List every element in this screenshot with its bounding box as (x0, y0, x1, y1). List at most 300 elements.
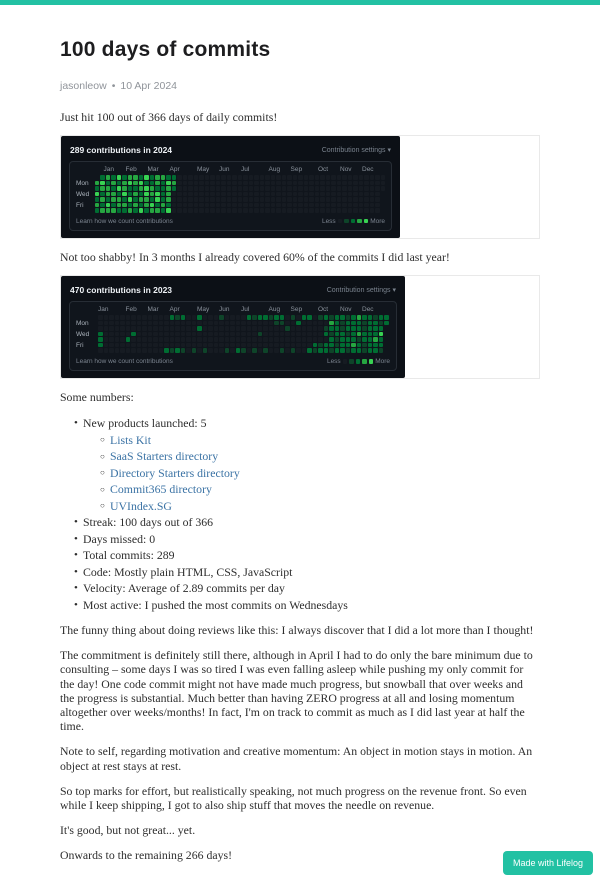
contribution-cell (214, 348, 219, 353)
contribution-cell (144, 186, 149, 191)
contribution-cell (208, 315, 213, 320)
contribution-cell (203, 348, 208, 353)
contribution-cell (95, 192, 100, 197)
contribution-cell (199, 203, 204, 208)
contribution-cell (100, 203, 105, 208)
list-item (74, 548, 540, 562)
contribution-cell (362, 337, 367, 342)
contribution-cell (274, 332, 279, 337)
contribution-cell (122, 203, 127, 208)
list-item (74, 581, 540, 595)
contribution-cell (315, 181, 320, 186)
contribution-cell (285, 348, 290, 353)
contribution-cell (247, 332, 252, 337)
contribution-cell (335, 348, 340, 353)
contribution-cell (342, 186, 347, 191)
contribution-cell (128, 197, 133, 202)
contribution-cell (258, 332, 263, 337)
contribution-cell (232, 186, 237, 191)
contribution-cell (144, 175, 149, 180)
contribution-cell (142, 321, 147, 326)
contribution-cell (351, 332, 356, 337)
contribution-cell (181, 332, 186, 337)
contribution-cell (285, 332, 290, 337)
contribution-cell (315, 186, 320, 191)
contribution-cell (126, 315, 131, 320)
contribution-cell (243, 181, 248, 186)
contribution-cell (326, 181, 331, 186)
contribution-cell (335, 326, 340, 331)
contribution-cell (302, 343, 307, 348)
contribution-cell (271, 192, 276, 197)
contribution-cell (285, 337, 290, 342)
contribution-cell (95, 181, 100, 186)
contribution-cell (373, 315, 378, 320)
contribution-cell (120, 332, 125, 337)
contribution-cell (117, 192, 122, 197)
contribution-cell (280, 348, 285, 353)
contribution-cell (172, 192, 177, 197)
contribution-cell (342, 181, 347, 186)
contribution-cell (373, 326, 378, 331)
contribution-cell (280, 315, 285, 320)
contribution-legend (322, 218, 385, 225)
month-label: Mar (147, 166, 159, 174)
contribution-cell (117, 208, 122, 213)
contribution-cell (139, 197, 144, 202)
contribution-cell (186, 343, 191, 348)
contribution-cell (115, 348, 120, 353)
contribution-cell (276, 186, 281, 191)
contribution-cell (348, 181, 353, 186)
contribution-cell (161, 175, 166, 180)
contribution-cell (144, 208, 149, 213)
contribution-cell (150, 192, 155, 197)
contribution-cell (243, 175, 248, 180)
contribution-cell (126, 348, 131, 353)
contribution-cell (304, 181, 309, 186)
contribution-cell (260, 175, 265, 180)
contribution-cell (153, 321, 158, 326)
contribution-cell (280, 326, 285, 331)
contribution-cell (128, 192, 133, 197)
contribution-cell (337, 208, 342, 213)
contribution-cell (318, 343, 323, 348)
month-label: Apr (169, 166, 180, 174)
contribution-cell (381, 181, 386, 186)
contribution-cell (122, 208, 127, 213)
contribution-cell (208, 326, 213, 331)
contribution-cell (199, 181, 204, 186)
contribution-cell (254, 197, 259, 202)
contribution-cell (287, 203, 292, 208)
contribution-cell (186, 315, 191, 320)
contribution-cell (122, 186, 127, 191)
contribution-cell (313, 326, 318, 331)
month-label: Nov (340, 306, 352, 314)
day-label: Fri (76, 341, 84, 349)
contribution-cell (177, 197, 182, 202)
byline-separator: • (111, 80, 116, 92)
contribution-cell (117, 197, 122, 202)
contribution-cell (203, 332, 208, 337)
contribution-cell (183, 208, 188, 213)
contribution-cell (155, 203, 160, 208)
list-item (74, 565, 540, 579)
contribution-settings-button[interactable]: Contribution settings ▾ (326, 287, 396, 295)
some-numbers-heading: Some numbers: (60, 390, 134, 405)
cells-grid (98, 315, 389, 353)
contribution-cell (287, 175, 292, 180)
contribution-cell (139, 192, 144, 197)
contribution-cell (254, 186, 259, 191)
contribution-cell (236, 343, 241, 348)
contribution-cell (258, 315, 263, 320)
contribution-cell (205, 186, 210, 191)
product-link-commit365[interactable]: Commit365 directory (110, 482, 212, 497)
contribution-cell (276, 203, 281, 208)
contribution-cell (351, 337, 356, 342)
contribution-cell (375, 192, 380, 197)
contribution-cell (238, 203, 243, 208)
month-label: Aug (268, 306, 281, 314)
contribution-cell (188, 175, 193, 180)
contribution-cell (375, 208, 380, 213)
contribution-cell (309, 197, 314, 202)
contribution-cell (115, 337, 120, 342)
contribution-cell (247, 321, 252, 326)
contribution-cell (159, 332, 164, 337)
contribution-cell (210, 203, 215, 208)
learn-how-link[interactable]: Learn how we count contributions (76, 217, 173, 225)
contribution-cell (170, 315, 175, 320)
product-link-lists-kit[interactable]: Lists Kit (110, 432, 151, 447)
contribution-settings-button[interactable]: Contribution settings ▾ (321, 147, 391, 155)
contribution-cell (126, 326, 131, 331)
contribution-cell (379, 326, 384, 331)
contribution-cell (265, 197, 270, 202)
contribution-cell (216, 197, 221, 202)
contribution-cell (153, 332, 158, 337)
contribution-cell (104, 321, 109, 326)
contribution-cell (296, 337, 301, 342)
contribution-cell (331, 192, 336, 197)
contribution-cell (337, 197, 342, 202)
contribution-cell (100, 175, 105, 180)
contribution-cell (280, 321, 285, 326)
contribution-cell (128, 203, 133, 208)
contribution-cell (320, 175, 325, 180)
contribution-cell (205, 192, 210, 197)
contribution-cell (230, 332, 235, 337)
contribution-cell (120, 337, 125, 342)
month-labels (98, 306, 390, 315)
contribution-cell (247, 343, 252, 348)
contribution-cell (271, 197, 276, 202)
contribution-cell (197, 315, 202, 320)
product-link-saas-starters[interactable]: SaaS Starters directory (110, 449, 219, 464)
contribution-cell (221, 203, 226, 208)
contribution-cell (364, 186, 369, 191)
contribution-cell (216, 186, 221, 191)
byline-author: jasonleow (60, 80, 107, 92)
contribution-cell (192, 321, 197, 326)
contribution-cell (370, 175, 375, 180)
contribution-cell (133, 192, 138, 197)
contribution-cell (276, 208, 281, 213)
contribution-cell (335, 337, 340, 342)
contribution-cell (150, 181, 155, 186)
contribution-cell (131, 337, 136, 342)
made-with-lifelog-button[interactable]: Made with Lifelog (503, 851, 593, 875)
contribution-cell (291, 326, 296, 331)
contribution-cell (331, 197, 336, 202)
contribution-cell (313, 348, 318, 353)
contribution-cell (276, 192, 281, 197)
contribution-cell (148, 348, 153, 353)
contribution-cell (296, 348, 301, 353)
contribution-cell (111, 197, 116, 202)
graph-title-2023: 470 contributions in 2023 (70, 285, 173, 296)
contribution-cell (188, 192, 193, 197)
contribution-cell (98, 343, 103, 348)
contribution-cell (109, 348, 114, 353)
contribution-graph-2023 (60, 275, 540, 379)
contribution-cell (258, 343, 263, 348)
contribution-cell (117, 181, 122, 186)
contribution-cell (243, 186, 248, 191)
contribution-cell (186, 337, 191, 342)
contribution-cell (219, 321, 224, 326)
contribution-cell (340, 321, 345, 326)
contribution-cell (269, 332, 274, 337)
contribution-cell (175, 315, 180, 320)
contribution-cell (265, 208, 270, 213)
contribution-cell (276, 197, 281, 202)
contribution-cell (225, 343, 230, 348)
contribution-cell (357, 337, 362, 342)
contribution-cell (137, 315, 142, 320)
contribution-cell (331, 208, 336, 213)
contribution-cell (260, 192, 265, 197)
contribution-cell (353, 175, 358, 180)
contribution-cell (208, 321, 213, 326)
contribution-cell (199, 192, 204, 197)
contribution-cell (243, 208, 248, 213)
contribution-cell (337, 175, 342, 180)
contribution-cell (115, 332, 120, 337)
contribution-cell (181, 315, 186, 320)
byline (60, 80, 540, 92)
list-item (100, 499, 540, 513)
contribution-cell (164, 343, 169, 348)
contribution-cell (331, 186, 336, 191)
contribution-cell (318, 321, 323, 326)
contribution-cell (252, 321, 257, 326)
contribution-cell (359, 203, 364, 208)
paragraph: So top marks for effort, but realistically speaking, not much progress on the revenue front. So even while I keep shipping, I got to also ship stuff that moves the needle on revenue. (60, 783, 527, 813)
contribution-cell (373, 337, 378, 342)
product-link-directory-starters[interactable]: Directory Starters directory (110, 465, 240, 480)
contribution-cell (106, 203, 111, 208)
contribution-cell (304, 175, 309, 180)
contribution-cell (337, 181, 342, 186)
contribution-cell (342, 192, 347, 197)
contribution-cell (148, 326, 153, 331)
contribution-cell (309, 192, 314, 197)
contribution-cell (252, 326, 257, 331)
contribution-cell (232, 208, 237, 213)
contribution-cell (172, 208, 177, 213)
contribution-cell (219, 343, 224, 348)
contribution-cell (326, 197, 331, 202)
contribution-cell (236, 315, 241, 320)
contribution-cell (243, 192, 248, 197)
contribution-cell (192, 326, 197, 331)
contribution-cell (271, 175, 276, 180)
contribution-cell (307, 337, 312, 342)
contribution-cell (106, 208, 111, 213)
contribution-cell (260, 181, 265, 186)
legend-swatch (344, 219, 349, 224)
contribution-cell (291, 332, 296, 337)
contribution-cell (265, 181, 270, 186)
contribution-cell (346, 337, 351, 342)
product-link-uvindex[interactable]: UVIndex.SG (110, 498, 172, 513)
contribution-cell (126, 321, 131, 326)
contribution-cell (115, 315, 120, 320)
contribution-cell (177, 175, 182, 180)
contribution-cell (208, 343, 213, 348)
contribution-cell (265, 186, 270, 191)
contribution-cell (280, 343, 285, 348)
contribution-cell (241, 321, 246, 326)
contribution-cell (351, 343, 356, 348)
legend-swatches (343, 359, 374, 364)
contribution-cell (100, 181, 105, 186)
contribution-cell (309, 175, 314, 180)
contribution-cell (159, 348, 164, 353)
contribution-cell (304, 208, 309, 213)
contribution-cell (192, 337, 197, 342)
month-label: Dec (362, 306, 374, 314)
contribution-cell (241, 332, 246, 337)
contribution-cell (192, 348, 197, 353)
contribution-cell (194, 175, 199, 180)
contribution-cell (291, 348, 296, 353)
contribution-cell (346, 343, 351, 348)
contribution-cell (291, 337, 296, 342)
contribution-cell (364, 192, 369, 197)
contribution-cell (188, 186, 193, 191)
contribution-cell (370, 186, 375, 191)
contribution-cell (126, 343, 131, 348)
contribution-cell (161, 192, 166, 197)
contribution-cell (329, 326, 334, 331)
contribution-cell (221, 192, 226, 197)
contribution-cell (274, 315, 279, 320)
contribution-cell (175, 343, 180, 348)
contribution-cell (313, 321, 318, 326)
contribution-cell (232, 197, 237, 202)
contribution-cell (153, 343, 158, 348)
contribution-cell (368, 337, 373, 342)
contribution-cell (304, 197, 309, 202)
contribution-cell (357, 315, 362, 320)
contribution-cell (188, 208, 193, 213)
contribution-cell (186, 321, 191, 326)
contribution-cell (375, 203, 380, 208)
between-graphs-paragraph: Not too shabby! In 3 months I already covered 60% of the commits I did last year! (60, 250, 450, 265)
contribution-cell (263, 348, 268, 353)
contribution-cell (203, 337, 208, 342)
contribution-cell (161, 197, 166, 202)
graph-title-2024: 289 contributions in 2024 (70, 145, 173, 156)
contribution-cell (329, 348, 334, 353)
contribution-cell (120, 343, 125, 348)
contribution-cell (353, 192, 358, 197)
contribution-cell (346, 332, 351, 337)
contribution-cell (337, 192, 342, 197)
contribution-cell (309, 208, 314, 213)
contribution-cell (230, 315, 235, 320)
contribution-cell (153, 337, 158, 342)
contribution-cell (370, 197, 375, 202)
contribution-cell (379, 343, 384, 348)
contribution-cell (359, 186, 364, 191)
contribution-cell (172, 186, 177, 191)
contribution-cell (153, 348, 158, 353)
contribution-cell (329, 337, 334, 342)
contribution-cell (236, 337, 241, 342)
contribution-cell (166, 203, 171, 208)
contribution-cell (247, 326, 252, 331)
contribution-cell (144, 197, 149, 202)
contribution-cell (271, 181, 276, 186)
contribution-cell (219, 315, 224, 320)
learn-how-link[interactable]: Learn how we count contributions (76, 357, 173, 365)
contribution-cell (148, 337, 153, 342)
contribution-cell (216, 192, 221, 197)
contribution-cell (375, 186, 380, 191)
contribution-cell (166, 197, 171, 202)
contribution-cell (313, 332, 318, 337)
contribution-cell (298, 208, 303, 213)
contribution-cell (260, 186, 265, 191)
contribution-cell (302, 332, 307, 337)
contribution-cell (150, 197, 155, 202)
byline-date: 10 Apr 2024 (120, 80, 178, 92)
contribution-cell (346, 321, 351, 326)
contribution-cell (221, 186, 226, 191)
contribution-cell (324, 348, 329, 353)
contribution-cell (133, 181, 138, 186)
contribution-cell (263, 332, 268, 337)
contribution-cell (304, 192, 309, 197)
contribution-cell (307, 343, 312, 348)
contribution-cell (115, 326, 120, 331)
contribution-cell (287, 192, 292, 197)
contribution-cell (351, 321, 356, 326)
contribution-cell (109, 343, 114, 348)
contribution-cell (164, 315, 169, 320)
contribution-cell (104, 337, 109, 342)
contribution-cell (326, 203, 331, 208)
contribution-cell (177, 203, 182, 208)
contribution-cell (170, 343, 175, 348)
contribution-cell (137, 348, 142, 353)
contribution-cell (153, 315, 158, 320)
